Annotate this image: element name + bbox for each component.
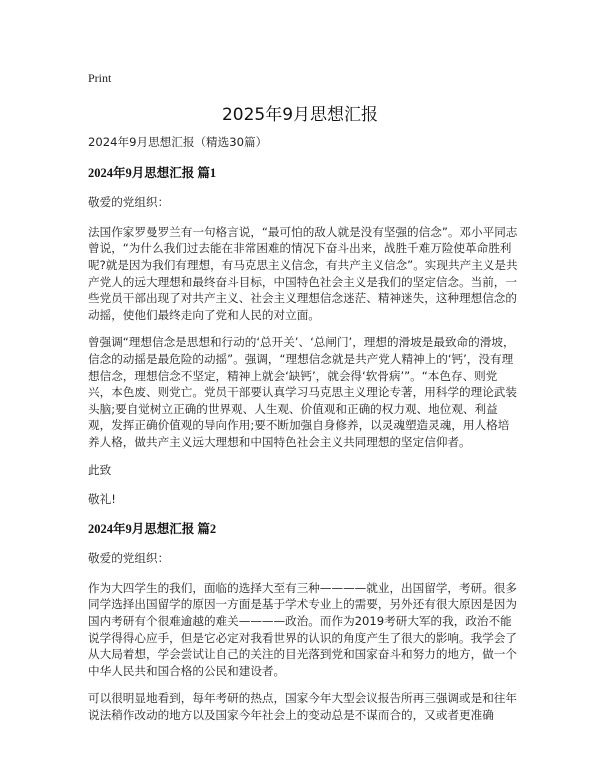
- document-body: [88, 134, 520, 735]
- page-title: 2025年9月思想汇报: [221, 105, 379, 125]
- print-link[interactable]: Print: [88, 71, 112, 85]
- paragraph-1-1: 法国作家罗曼罗兰有一句格言说，“最可怕的敌人就是没有坚强的信念”。邓小平同志曾说，“为什么我们过去能在非常困难的情况下奋斗出来，战胜千难万险使革命胜利呢?就是因为我们有理想，有马克思主义信念，有共产主义信念”。实现共产主义是共产党人的远大理想和最终奋斗目标，中国特色社会主义是我们的坚定信念。当前，一些党员干部出现了对共产主义、社会主义理想信念迷茫、精神迷失，这种理想信念的动摇，使他们最终走向了党和人民的对立面。: [88, 224, 518, 322]
- section-heading-1: 2024年9月思想汇报 篇1: [88, 165, 217, 180]
- section-heading-2: 2024年9月思想汇报 篇2: [88, 521, 217, 536]
- paragraph-2-1: 作为大四学生的我们，面临的选择大至有三种————就业，出国留学，考研。很多同学选择出国留学的原因一方面是基于学术专业上的需要，另外还有很大原因是因为国内考研有个很难逾越的难关————政治。而作为2019考研大军的我，政治不能说学得得心应手，但是它必定对我看世界的认识的角度产生了很大的影响。我学会了从大局着想，学会尝试让自己的关注的目光落到党和国家奋斗和努力的地方，做一个中华人民共和国合格的公民和建设者。: [88, 580, 517, 678]
- greeting-2: 敬爱的党组织：: [88, 551, 170, 566]
- greeting-1: 敬爱的党组织：: [88, 195, 170, 210]
- closing-salutation-1: 此致: [88, 462, 112, 477]
- paragraph-1-2: 曾强调“理想信念是思想和行动的‘总开关’、‘总闸门’，理想的滑坡是最致命的滑坡，信念的动摇是最危险的动摇”。强调，“理想信念就是共产党人精神上的‘钙’，没有理想信念，理想信念不坚定，精神上就会‘缺钙’，就会得‘软骨病’”。“本色存、则党兴，本色废、则党亡。党员干部要认真学习马克思主义理论专著，用科学的理论武装头脑;要自觉树立正确的世界观、人生观、价值观和正确的权力观、地位观、利益观，发挥正确价值观的导向作用;要不断加强自身修养，以灵魂塑造灵魂，用人格培养人格，做共产主义远大理想和中国特色社会主义共同理想的坚定信仰者。: [88, 335, 517, 449]
- document-subtitle: 2024年9月思想汇报（精选30篇）: [88, 135, 268, 149]
- paragraph-2-2: 可以很明显地看到，每年考研的热点，国家今年大型会议报告所再三强调或是和往年说法稍作改动的地方以及国家今年社会上的变动总是不谋而合的，又或者更准确: [88, 691, 517, 723]
- closing-salutation-2: 敬礼!: [88, 492, 116, 507]
